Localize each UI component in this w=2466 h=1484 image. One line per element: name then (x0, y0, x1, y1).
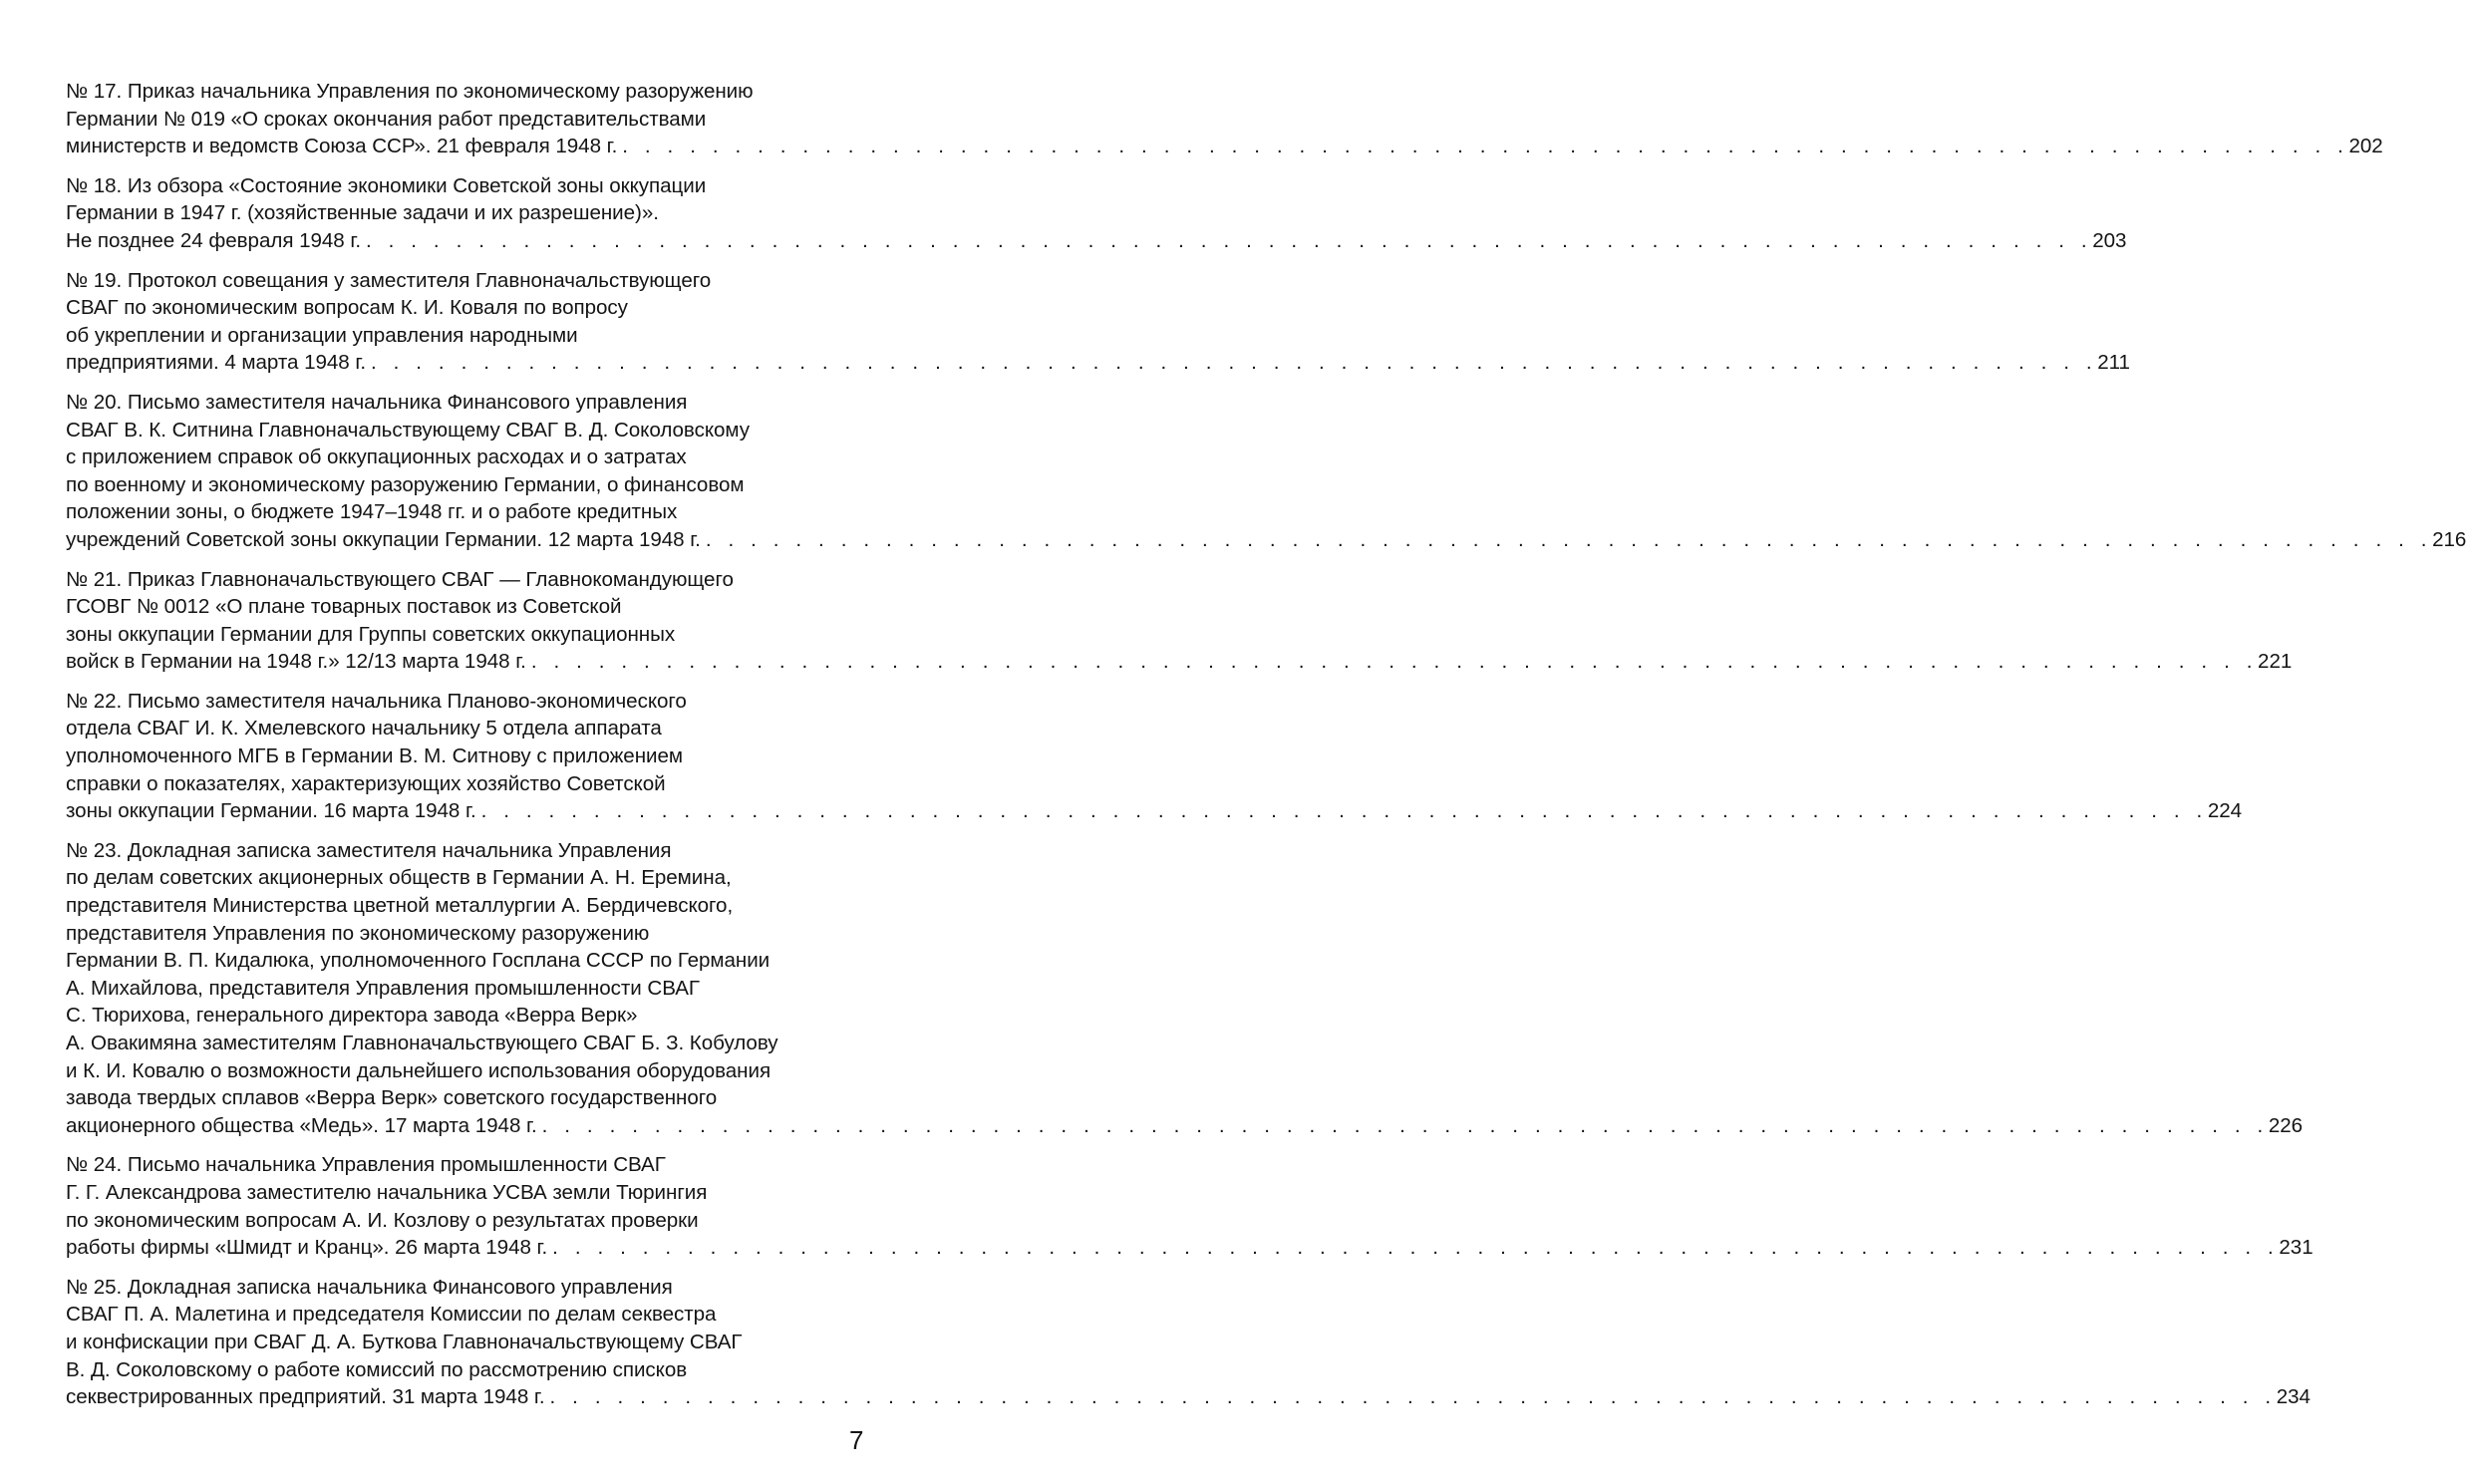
entry-line: Не позднее 24 февраля 1948 г. (66, 228, 361, 252)
entry-line: отдела СВАГ И. К. Хмелевского начальнику 5 отдела аппарата (66, 717, 662, 741)
entry-last-line (66, 797, 2243, 825)
entry-line: № 17. Приказ начальника Управления по экономическому разоружению (66, 80, 754, 103)
page-number: 202 (2348, 135, 2383, 158)
entry-line: с приложением справок об оккупационных расходах и о затратах (66, 445, 687, 469)
dot-leader: . . . . . . . . . . . . . . . . . . . . . . . . . . . . . . . . . . . . . . . . . . . . . . . . . . . . . . . . . . . . . . . . . . . . . . . . . . . . . (371, 351, 2098, 375)
entry-line: Германии № 019 «О сроках окончания работ представительствами (66, 107, 707, 131)
dot-leader: . . . . . . . . . . . . . . . . . . . . . . . . . . . . . . . . . . . . . . . . . . . . . . . . . . . . . . . . . . . . . . . . . . . . . . . . . . . . . (552, 1236, 2280, 1260)
toc-entry-22 (66, 688, 2243, 825)
entry-line: завода твердых сплавов «Верра Верк» советского государственного (66, 1086, 718, 1110)
entry-line: предприятиями. 4 марта 1948 г. (66, 351, 366, 375)
entry-line: № 24. Письмо начальника Управления промышленности СВАГ (66, 1153, 666, 1177)
page-number: 221 (2258, 650, 2293, 674)
entry-line: и конфискации при СВАГ Д. А. Буткова Главноначальствующему СВАГ (66, 1330, 743, 1353)
entry-line: уполномоченного МГБ в Германии В. М. Ситнову с приложением (66, 744, 683, 768)
entry-line: справки о показателях, характеризующих хозяйство Советской (66, 771, 666, 795)
dot-leader: . . . . . . . . . . . . . . . . . . . . . . . . . . . . . . . . . . . . . . . . . . . . . . . . . . . . . . . . . . . . . . . . . . . . . . . . . . . . . (705, 527, 2433, 551)
entry-last-line (66, 526, 2466, 554)
entry-last-line (66, 648, 2293, 676)
toc-entry-25 (66, 1274, 2311, 1411)
page-number: 216 (2432, 527, 2466, 551)
entry-line: № 22. Письмо заместителя начальника Планово-экономического (66, 689, 687, 713)
entry-line: министерств и ведомств Союза ССР». 21 февраля 1948 г. (66, 135, 618, 158)
table-of-contents (66, 78, 2466, 1423)
toc-entry-18 (66, 172, 2127, 255)
dot-leader: . . . . . . . . . . . . . . . . . . . . . . . . . . . . . . . . . . . . . . . . . . . . . . . . . . . . . . . . . . . . . . . . . . . . . . . . . . . . . (480, 799, 2208, 823)
entry-line: представителя Министерства цветной металлургии А. Бердичевского, (66, 894, 734, 918)
entry-line: войск в Германии на 1948 г.» 12/13 марта 1948 г. (66, 650, 526, 674)
toc-entry-24 (66, 1151, 2313, 1261)
entry-line: № 21. Приказ Главноначальствующего СВАГ — Главнокомандующего (66, 567, 734, 591)
dot-leader: . . . . . . . . . . . . . . . . . . . . . . . . . . . . . . . . . . . . . . . . . . . . . . . . . . . . . . . . . . . . . . . . . . . . . . . . . . . . . (366, 228, 2093, 252)
entry-line: положении зоны, о бюджете 1947–1948 гг. и о работе кредитных (66, 500, 678, 524)
entry-last-line (66, 1112, 2304, 1140)
entry-line: СВАГ по экономическим вопросам К. И. Коваля по вопросу (66, 296, 628, 320)
dot-leader: . . . . . . . . . . . . . . . . . . . . . . . . . . . . . . . . . . . . . . . . . . . . . . . . . . . . . . . . . . . . . . . . . . . . . . . . . . . . . (622, 135, 2349, 158)
entry-line: Германии В. П. Кидалюка, уполномоченного Госплана СССР по Германии (66, 949, 771, 973)
toc-entry-19 (66, 267, 2130, 377)
entry-last-line (66, 133, 2383, 160)
entry-line: А. Овакимяна заместителям Главноначальствующего СВАГ Б. З. Кобулову (66, 1032, 778, 1054)
toc-entry-17 (66, 78, 2383, 160)
entry-line: ГСОВГ № 0012 «О плане товарных поставок из Советской (66, 595, 622, 619)
entry-line: А. Михайлова, представителя Управления промышленности СВАГ (66, 976, 701, 1000)
entry-line: учреждений Советской зоны оккупации Германии. 12 марта 1948 г. (66, 527, 701, 551)
entry-line: зоны оккупации Германии для Группы советских оккупационных (66, 622, 676, 646)
toc-entry-23 (66, 837, 2304, 1140)
toc-entry-20 (66, 389, 2466, 554)
dot-leader: . . . . . . . . . . . . . . . . . . . . . . . . . . . . . . . . . . . . . . . . . . . . . . . . . . . . . . . . . . . . . . . . . . . . . . . . . . . . . (530, 650, 2259, 674)
entry-line: № 20. Письмо заместителя начальника Финансового управления (66, 390, 688, 414)
entry-line: № 19. Протокол совещания у заместителя Главноначальствующего (66, 268, 712, 292)
entry-line: по военному и экономическому разоружению Германии, о финансовом (66, 472, 745, 496)
entry-line: В. Д. Соколовскому о работе комиссий по рассмотрению списков (66, 1357, 688, 1381)
page-number: 231 (2279, 1236, 2313, 1260)
entry-last-line (66, 1234, 2313, 1262)
page-number: 203 (2092, 228, 2127, 252)
entry-line: № 18. Из обзора «Состояние экономики Советской зоны оккупации (66, 173, 707, 197)
page-number: 226 (2268, 1113, 2304, 1137)
entry-line: и К. И. Ковалю о возможности дальнейшего использования оборудования (66, 1058, 771, 1082)
entry-line: об укреплении и организации управления народными (66, 323, 578, 347)
entry-line: секвестрированных предприятий. 31 марта 1948 г. (66, 1385, 545, 1409)
entry-line: Германии в 1947 г. (хозяйственные задачи и их разрешение)». (66, 201, 659, 225)
entry-last-line (66, 1383, 2311, 1411)
entry-last-line (66, 227, 2127, 255)
dot-leader: . . . . . . . . . . . . . . . . . . . . . . . . . . . . . . . . . . . . . . . . . . . . . . . . . . . . . . . . . . . . . . . . . . . . . . . . . . . . . (549, 1385, 2277, 1409)
entry-line: № 25. Докладная записка начальника Финансового управления (66, 1275, 673, 1299)
entry-line: работы фирмы «Шмидт и Кранц». 26 марта 1948 г. (66, 1236, 548, 1260)
entry-line: представителя Управления по экономическому разоружению (66, 921, 650, 945)
entry-line: по экономическим вопросам А. И. Козлову о результатах проверки (66, 1208, 699, 1232)
entry-line: зоны оккупации Германии. 16 марта 1948 г. (66, 799, 476, 823)
entry-line: Г. Г. Александрова заместителю начальника УСВА земли Тюрингия (66, 1180, 708, 1204)
entry-last-line (66, 349, 2130, 377)
entry-line: по делам советских акционерных обществ в Германии А. Н. Еремина, (66, 866, 732, 890)
entry-line: № 23. Докладная записка заместителя начальника Управления (66, 838, 672, 862)
entry-line: СВАГ В. К. Ситнина Главноначальствующему СВАГ В. Д. Соколовскому (66, 418, 751, 442)
entry-line: акционерного общества «Медь». 17 марта 1948 г. (66, 1113, 537, 1137)
page-number: 224 (2207, 799, 2243, 823)
entry-line: СВАГ П. А. Малетина и председателя Комиссии по делам секвестра (66, 1303, 717, 1327)
dot-leader: . . . . . . . . . . . . . . . . . . . . . . . . . . . . . . . . . . . . . . . . . . . . . . . . . . . . . . . . . . . . . . . . . . . . . . . . . . . . . (541, 1113, 2269, 1137)
folio-page-number: 7 (849, 1425, 864, 1455)
toc-entry-21 (66, 566, 2293, 676)
entry-line: С. Тюрихова, генерального директора завода «Верра Верк» (66, 1004, 638, 1028)
page-number: 211 (2097, 351, 2130, 375)
page-number: 234 (2276, 1385, 2311, 1409)
